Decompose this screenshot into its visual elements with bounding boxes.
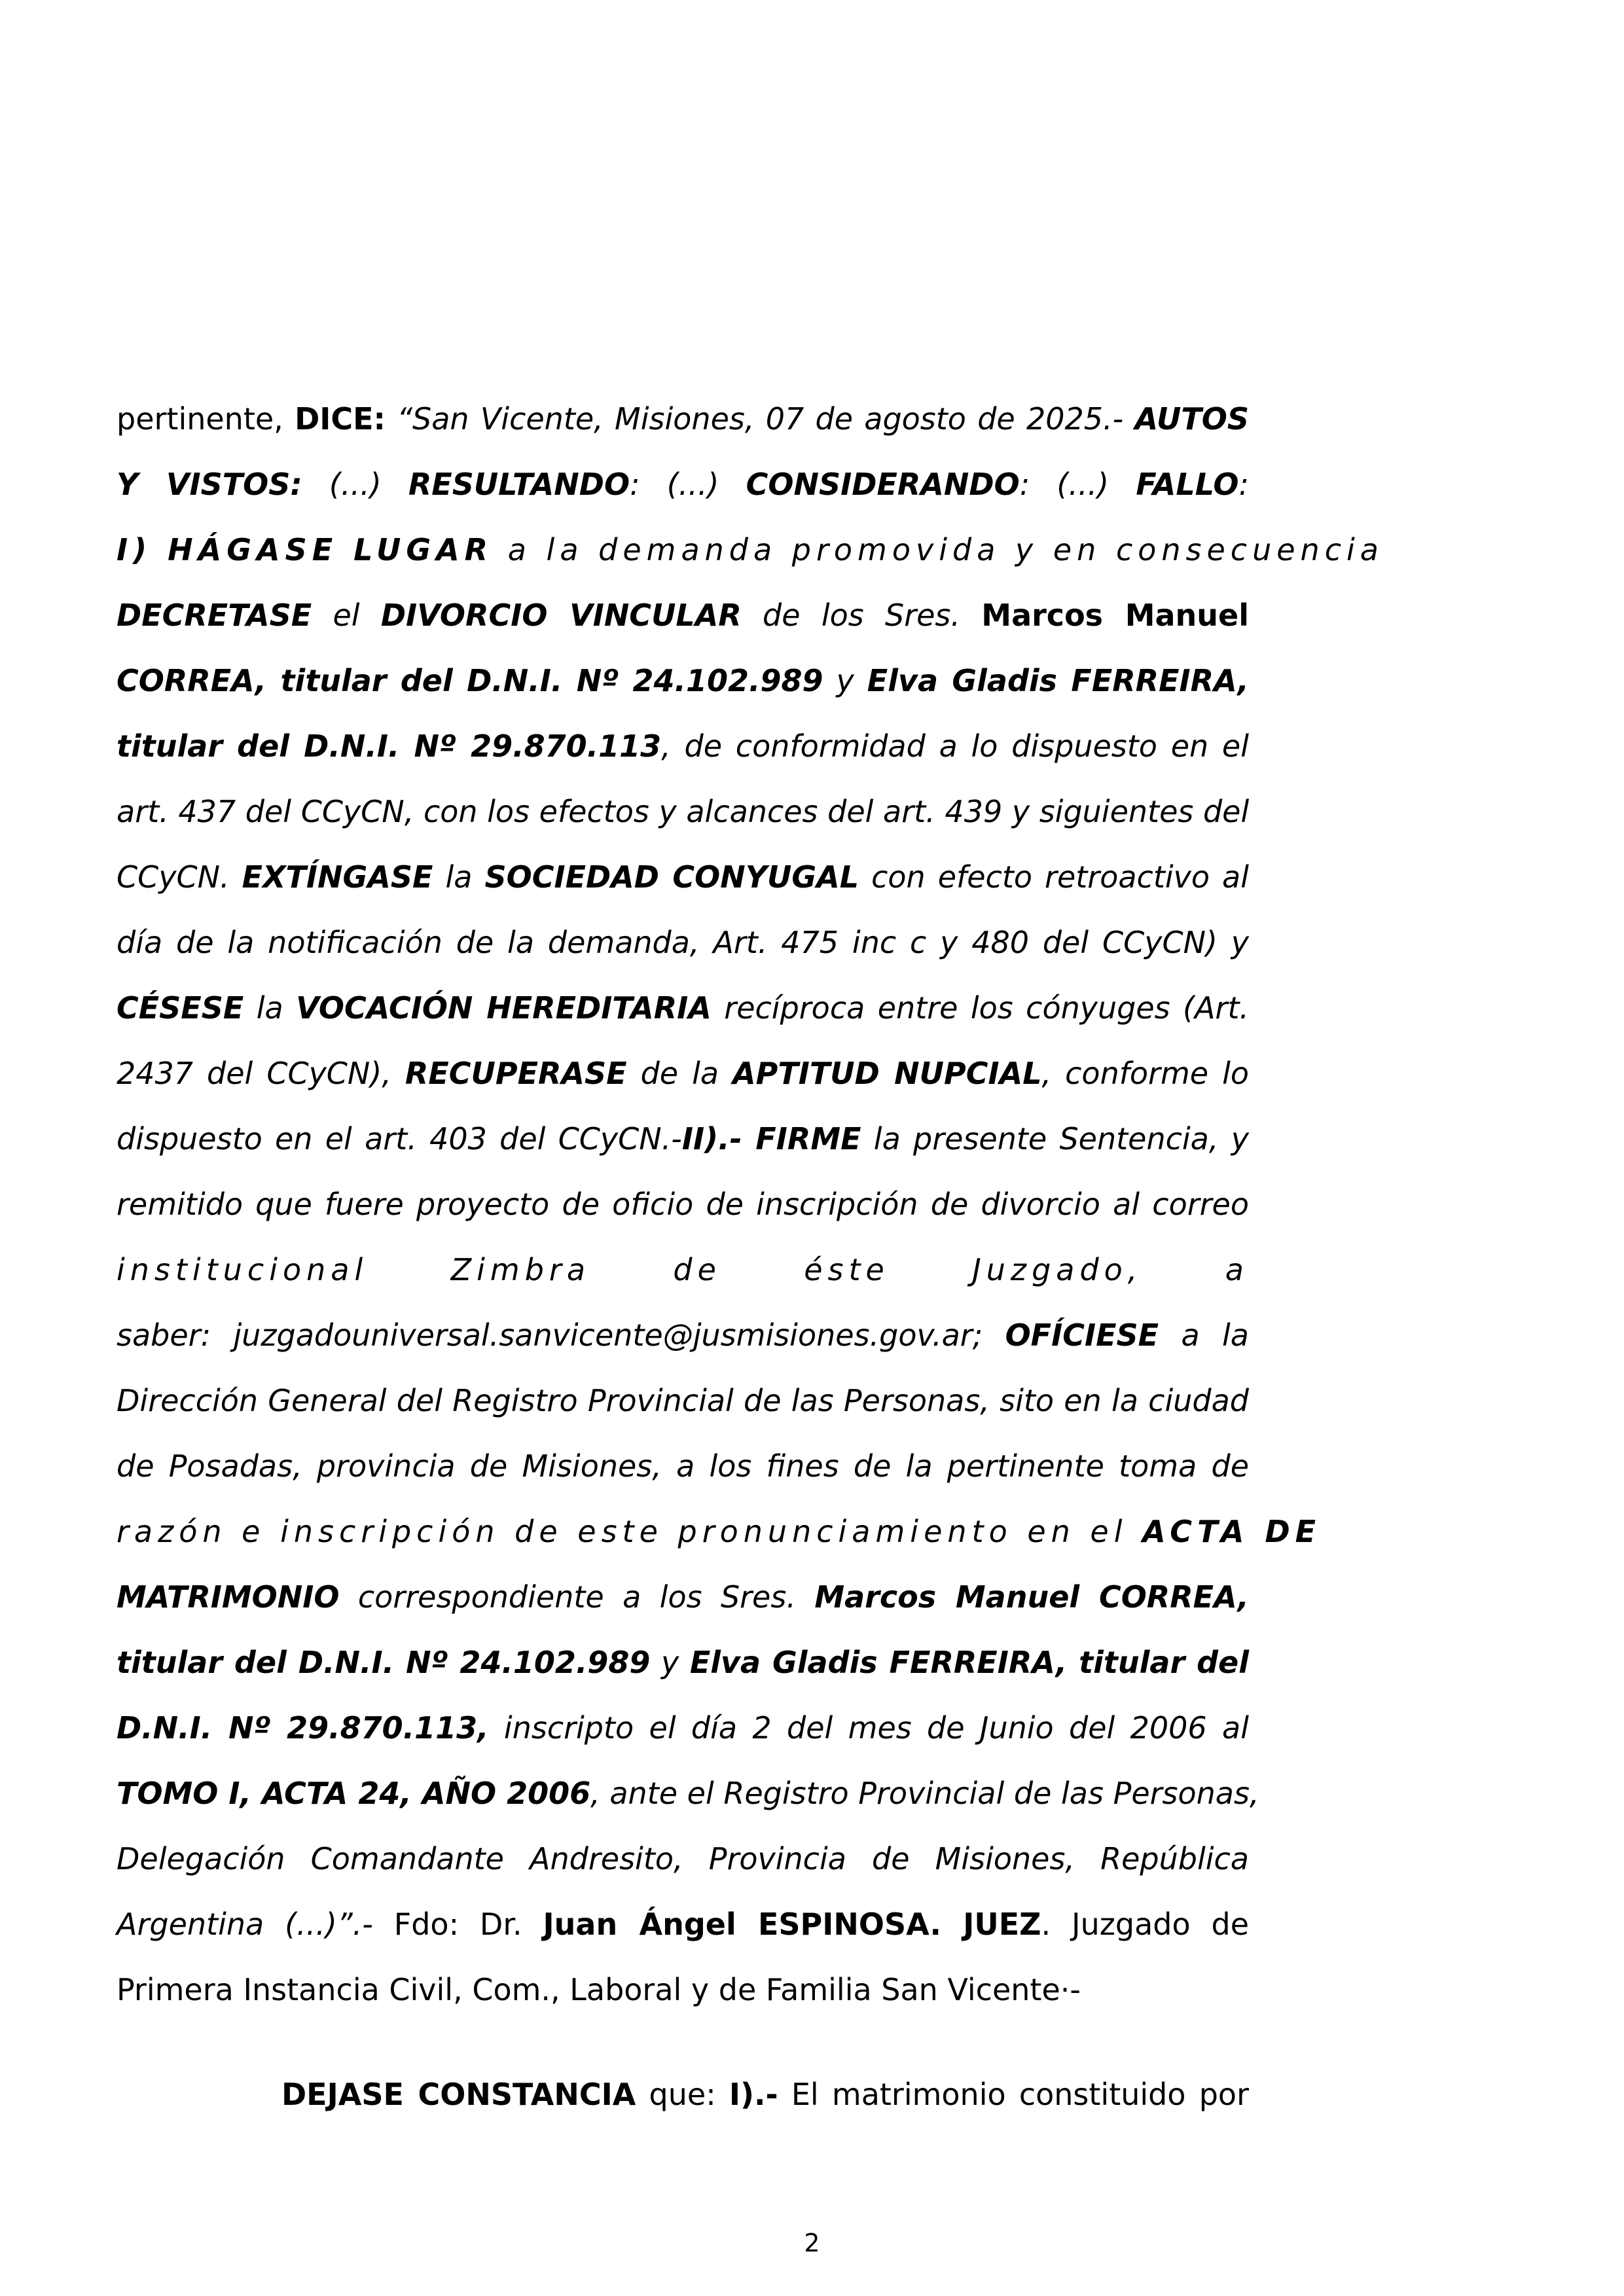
text-run: “San Vicente, Misiones, 07 de agosto de 2025.- [385,401,1135,437]
text-run: titular del D.N.I. Nº 24.102.989 [117,1645,651,1680]
text-run: Marcos Manuel [981,598,1250,633]
text-run: remitido que fuere proyecto de oficio de inscripción de divorcio al correo [117,1187,1249,1222]
text-run: Delegación Comandante Andresito, Provincia de Misiones, República [117,1841,1249,1876]
text-run: la [244,990,297,1026]
text-run: I) HÁGASE LUGAR [117,532,494,567]
text-run: , de conformidad a lo dispuesto en el [661,728,1249,764]
text-run: Y VISTOS: [117,467,302,502]
text-run: el [312,598,381,633]
text-run: 2437 del CCyCN), [117,1056,405,1091]
text-run: Marcos Manuel CORREA, [814,1579,1250,1615]
text-line [117,792,1249,831]
text-run: art. 437 del CCyCN, con los efectos y alcances del art. 439 y siguientes del [117,794,1250,829]
text-run: titular del D.N.I. Nº 29.870.113 [117,728,662,764]
text-run: pertinente, [117,401,295,437]
text-line [117,726,1249,766]
text-run: : (...) [630,467,746,502]
text-run: CORREA, titular del D.N.I. Nº 24.102.989 [117,663,823,698]
text-run: (...) [302,467,408,502]
text-run: SOCIEDAD CONYUGAL [484,859,859,895]
text-line [117,1643,1249,1682]
text-line [117,1905,1249,1944]
text-line [117,1119,1249,1158]
text-line [117,1512,1322,1551]
text-run: Fdo: Dr. [372,1907,543,1942]
text-line [117,530,1384,569]
text-run: a la [1159,1318,1249,1353]
text-line [117,1250,1249,1289]
text-run: RECUPERASE [405,1056,627,1091]
text-line [117,1708,1249,1748]
text-run: saber: juzgadouniversal.sanvicente@jusmisiones.gov.ar; [117,1318,1005,1353]
text-run: que: [636,2077,729,2112]
text-run: Elva Gladis FERREIRA, [867,663,1249,698]
text-run: TOMO I, ACTA 24, AÑO 2006 [117,1776,591,1811]
text-run: dispuesto en el art. 403 del CCyCN.- [117,1121,682,1157]
text-line [117,1381,1249,1420]
text-run: MATRIMONIO [117,1579,340,1615]
text-run: APTITUD NUPCIAL [732,1056,1042,1091]
text-run: Argentina (...)”.- [117,1907,373,1942]
text-run: correspondiente a los Sres. [339,1579,815,1615]
text-run: VOCACIÓN HEREDITARIA [296,990,712,1026]
text-line [281,2075,1249,2114]
text-line [117,661,1249,700]
text-run: CCyCN. [117,859,242,895]
text-run: DECRETASE [117,598,312,633]
text-run: y [650,1645,690,1680]
text-line [117,465,1249,504]
text-run: Elva Gladis FERREIRA, titular del [689,1645,1250,1680]
text-run: El matrimonio constituido por [778,2077,1249,2112]
text-run: , conforme lo [1041,1056,1250,1091]
text-run: día de la notificación de la demanda, Art. 475 inc c y 480 del CCyCN) y [117,925,1249,960]
text-line [117,1446,1249,1486]
text-run: de Posadas, provincia de Misiones, a los fines de la pertinente toma de [117,1448,1249,1484]
text-run: II).- FIRME [681,1121,861,1157]
text-run: RESULTANDO [408,467,630,502]
text-run: institucional Zimbra de éste Juzgado, a [117,1252,1249,1287]
text-run: la presente Sentencia, y [861,1121,1249,1157]
text-run: EXTÍNGASE [242,859,433,895]
text-run: AUTOS [1134,401,1249,437]
text-run: a la demanda promovida y en consecuencia [493,532,1384,567]
text-run: : (...) [1019,467,1136,502]
text-run: razón e inscripción de este pronunciamiento en el [117,1514,1143,1549]
text-line [117,1054,1249,1093]
text-line [117,1316,1249,1355]
text-line [117,857,1249,897]
text-run: CONSIDERANDO [746,467,1020,502]
text-run: OFÍCIESE [1005,1318,1159,1353]
page-number: 2 [804,2229,820,2257]
text-run: y [823,663,867,698]
text-run: FALLO [1136,467,1239,502]
text-run: recíproca entre los cónyuges (Art. [711,990,1249,1026]
text-run: con efecto retroactivo al [859,859,1249,895]
text-run: ACTA DE [1142,1514,1322,1549]
text-run: DIVORCIO VINCULAR [380,598,742,633]
text-run: Primera Instancia Civil, Com., Laboral y de Familia San Vicente·- [117,1972,1081,2007]
text-run: Dirección General del Registro Provincial de las Personas, sito en la ciudad [117,1383,1249,1418]
text-line [117,1185,1249,1224]
text-line [117,399,1249,439]
text-run: , ante el Registro Provincial de las Personas, [590,1776,1259,1811]
text-run: D.N.I. Nº 29.870.113, [117,1710,489,1746]
text-run: inscripto el día 2 del mes de Junio del 2006 al [488,1710,1249,1746]
text-run: : [1238,467,1249,502]
text-line [117,923,1249,962]
text-line [117,1970,1249,2009]
text-line [117,1577,1249,1617]
text-run: Juan Ángel ESPINOSA. JUEZ [543,1907,1041,1942]
text-run: DICE: [295,401,386,437]
text-run: de los Sres. [741,598,982,633]
text-line [117,596,1249,635]
text-line [117,988,1249,1028]
text-line [117,1839,1249,1878]
text-line [117,1774,1259,1813]
text-run: . Juzgado de [1041,1907,1249,1942]
text-run: DEJASE CONSTANCIA [281,2077,636,2112]
text-run: la [433,859,485,895]
text-run: de la [626,1056,733,1091]
text-run: CÉSESE [117,990,244,1026]
text-run: I).- [729,2077,778,2112]
